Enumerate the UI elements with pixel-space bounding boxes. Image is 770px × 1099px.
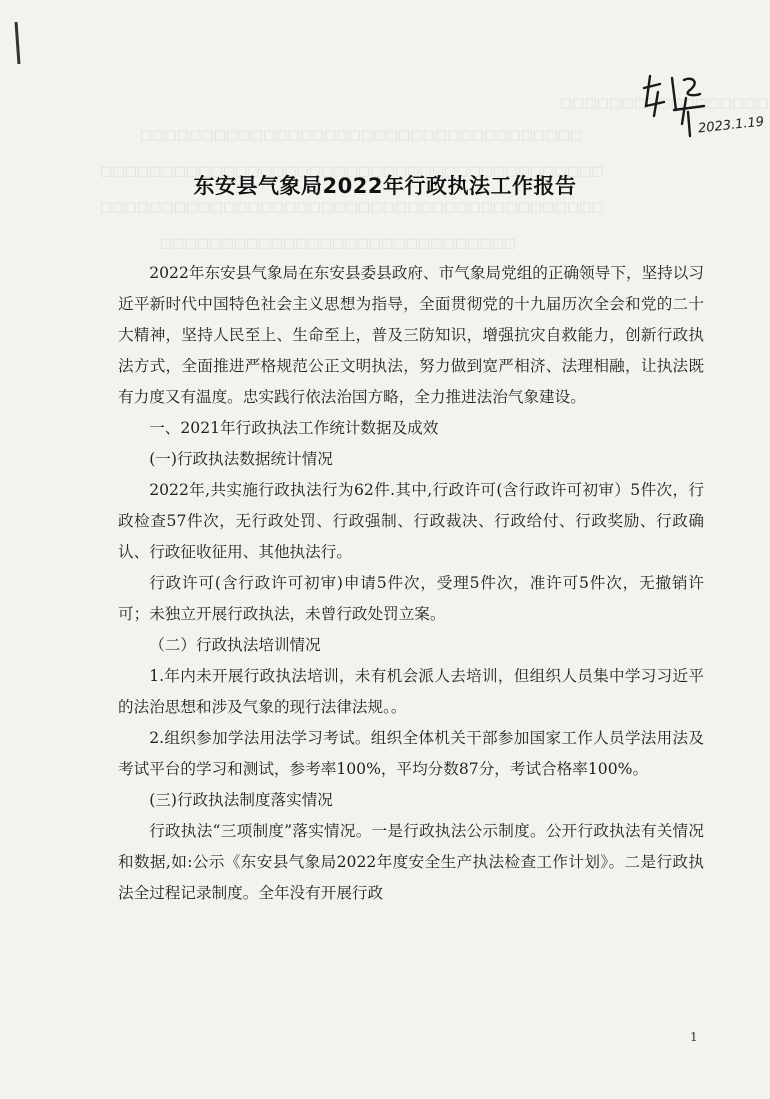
- show-through-text: □□□□□□□□□□□□□□□□□□□□□□□□□□□□□□□□□□□□: [140, 128, 583, 143]
- subsection-heading-3: (三)行政执法制度落实情况: [149, 791, 333, 809]
- training-item-1: 1.年内未开展行政执法培训，未有机会派人去培训，但组织人员集中学习习近平的法治思想和涉及气象的现行法律法规。。: [118, 667, 704, 716]
- stats-paragraph: 2022年,共实施行政执法行为62件.其中,行政许可(含行政许可初审）5件次，行政检查57件次，无行政处罚、行政强制、行政裁决、行政给付、行政奖励、行政确认、行政征收征用、其他执法行。: [118, 481, 704, 561]
- subsection-heading-1: (一)行政执法数据统计情况: [149, 450, 333, 468]
- page-number: 1: [690, 1030, 698, 1044]
- training-item-2: 2.组织参加学法用法学习考试。组织全体机关干部参加国家工作人员学法用法及考试平台的学习和测试，参考率100%，平均分数87分，考试合格率100%。: [118, 729, 704, 778]
- margin-pen-mark: [15, 22, 21, 64]
- subsection-heading-2: （二）行政执法培训情况: [149, 636, 321, 654]
- document-title: 东安县气象局2022年行政执法工作报告: [193, 174, 577, 198]
- signature-date: 2023.1.19: [697, 114, 765, 137]
- document-body: [118, 258, 704, 909]
- show-through-text: □□□□□□□□□□□□□□□□□: [560, 96, 769, 111]
- show-through-text: □□□□□□□□□□□□□□□□□□□□□□□□□□□□□: [160, 236, 517, 251]
- section-heading-1: 一、2021年行政执法工作统计数据及成效: [149, 419, 439, 437]
- show-through-text: □□□□□□□□□□□□□□□□□□□□□□□□□□□□□□□□□□□□□□□□□: [100, 164, 604, 179]
- license-paragraph: 行政许可(含行政许可初审)申请5件次，受理5件次，准许可5件次，无撤销许可；未独立开展行政执法，未曾行政处罚立案。: [118, 574, 704, 623]
- system-paragraph: 行政执法“三项制度”落实情况。一是行政执法公示制度。公开行政执法有关情况和数据,如:公示《东安县气象局2022年度安全生产执法检查工作计划》。二是行政执法全过程记录制度。全年没有开展行政: [118, 822, 704, 902]
- show-through-text: □□□□□□□□□□□□□□□□□□□□□□□□□□□□□□□□□□□□□□□□□: [100, 200, 604, 215]
- intro-paragraph: 2022年东安县气象局在东安县委县政府、市气象局党组的正确领导下，坚持以习近平新时代中国特色社会主义思想为指导，全面贯彻党的十九届历次全会和党的二十大精神，坚持人民至上、生命至上，普及三防知识，增强抗灾自救能力，创新行政执法方式，全面推进严格规范公正文明执法，努力做到宽严相济、法理相融，让执法既有力度又有温度。忠实践行依法治国方略，全力推进法治气象建设。: [118, 264, 704, 406]
